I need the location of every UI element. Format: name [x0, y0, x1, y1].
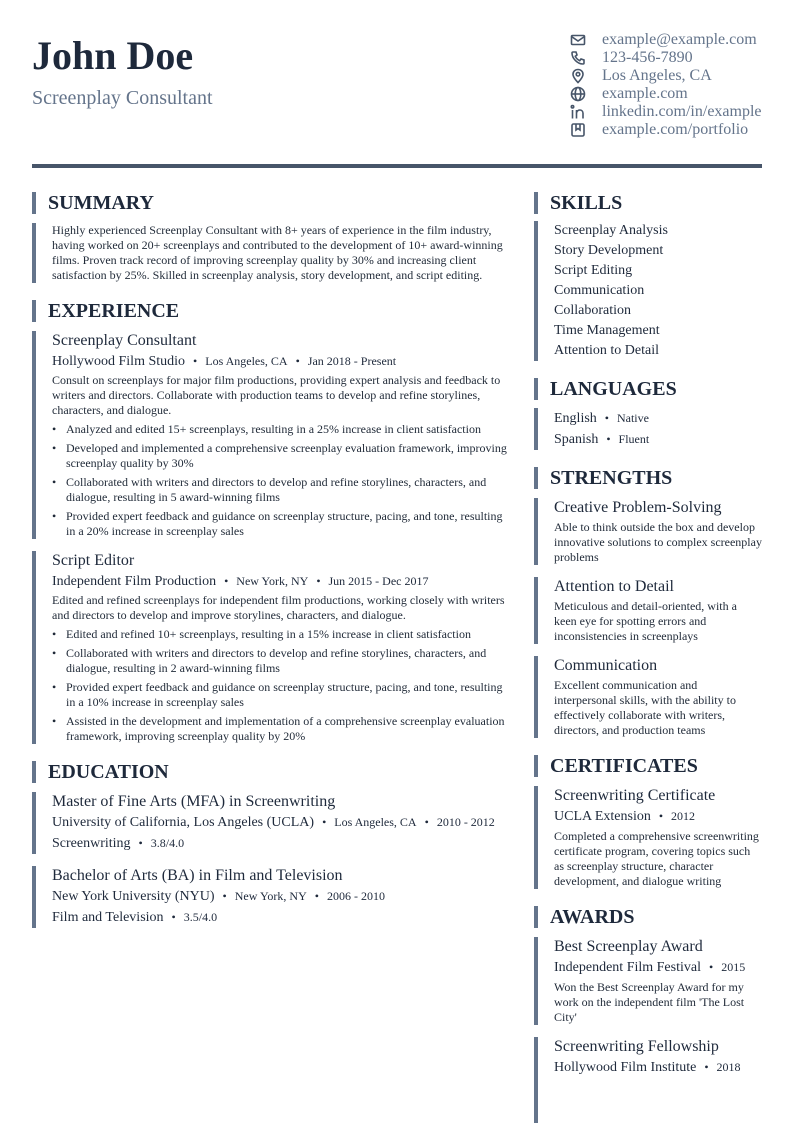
job-bullet: • Analyzed and edited 15+ screenplays, resulting in a 25% increase in client satisfaction: [52, 422, 510, 437]
job-bullets: [52, 627, 510, 744]
job-description: Consult on screenplays for major film productions, providing expert analysis and feedback to writers and directors. Collaborate with production teams to develop and refine storylines, characters, and dialogue.: [52, 373, 501, 417]
resume-header: [32, 0, 762, 168]
contact-linkedin[interactable]: [570, 103, 770, 121]
job-bullet: • Provided expert feedback and guidance on screenplay structure, pacing, and tone, resulting in a 10% increase in screenplay sales: [52, 680, 510, 710]
contact-portfolio-text: example.com/portfolio: [602, 121, 749, 138]
certificate-title: Screenwriting Certificate: [554, 787, 716, 804]
award-desc: Won the Best Screenplay Award for my work on the independent film 'The Lost City': [554, 980, 745, 1024]
skills-heading: SKILLS: [534, 192, 762, 214]
education-item: [32, 792, 510, 854]
contact-list: [570, 31, 770, 139]
job-dates: Jun 2015 - Dec 2017: [328, 574, 429, 588]
candidate-title: Screenplay Consultant: [32, 87, 213, 109]
skill-item: Script Editing: [554, 263, 633, 278]
award-issuer: Hollywood Film Institute: [554, 1060, 697, 1075]
strengths-heading: STRENGTHS: [534, 467, 762, 489]
skill-item: Time Management: [554, 323, 660, 338]
certificate-year: 2012: [671, 809, 696, 823]
strength-item: [534, 498, 762, 565]
job-bullet: • Developed and implemented a comprehensive screenplay evaluation framework, improving screenplay quality by 30%: [52, 441, 510, 471]
language-name: English: [554, 411, 597, 426]
school-location: Los Angeles, CA: [334, 815, 417, 829]
award-item: [534, 1037, 762, 1123]
contact-location-text: Los Angeles, CA: [602, 67, 712, 84]
field-of-study: Film and Television: [52, 910, 164, 925]
certificate-meta: UCLA Extension • 2012: [554, 809, 696, 824]
awards-heading: AWARDS: [534, 906, 762, 928]
strength-title: Creative Problem-Solving: [554, 499, 722, 516]
summary-heading: SUMMARY: [32, 192, 510, 214]
job-description: Edited and refined screenplays for independent film productions, working closely with writers and directors to develop and improve storylines, characters, and dialogue.: [52, 593, 505, 622]
job-meta: Independent Film Production • New York, NY • Jun 2015 - Dec 2017: [52, 574, 429, 589]
language-item: Spanish • Fluent: [554, 432, 650, 447]
skill-item: Story Development: [554, 243, 664, 258]
language-item: English • Native: [554, 411, 649, 426]
award-title: Best Screenplay Award: [554, 938, 703, 955]
portfolio-icon: [570, 122, 586, 138]
strength-item: [534, 656, 762, 738]
school-name: New York University (NYU): [52, 889, 215, 904]
contact-phone-text: 123-456-7890: [602, 49, 693, 66]
phone-icon: [570, 50, 586, 66]
job-bullets: [52, 422, 510, 539]
contact-phone[interactable]: [570, 49, 770, 67]
certificate-issuer: UCLA Extension: [554, 809, 651, 824]
header-divider: [32, 164, 762, 168]
education-meta: New York University (NYU) • New York, NY • 2006 - 2010: [52, 889, 385, 904]
award-meta: Hollywood Film Institute • 2018: [554, 1060, 741, 1075]
summary-text: Highly experienced Screenplay Consultant with 8+ years of experience in the film industry, having worked on 20+ screenplays and contributed to the development of 10+ award-winning films. Proven track record of improving screenplay quality by 30% and increasing client satisfaction by 25%. Skilled in screenplay analysis, story development, and script editing.: [52, 223, 503, 282]
school-dates: 2006 - 2010: [326, 889, 385, 903]
mail-icon: [570, 32, 586, 48]
certificate-desc: Completed a comprehensive screenwriting certificate program, covering topics such as screenplay structure, character development, and dialogue writing: [554, 829, 759, 888]
main-column: [32, 192, 510, 928]
education-field: Film and Television • 3.5/4.0: [52, 910, 218, 925]
contact-email[interactable]: [570, 31, 770, 49]
contact-website-text: example.com: [602, 85, 688, 102]
award-item: [534, 937, 762, 1025]
contact-email-text: example@example.com: [602, 31, 757, 48]
language-name: Spanish: [554, 432, 599, 447]
job-location: New York, NY: [236, 574, 309, 588]
job-title: Script Editor: [52, 552, 135, 569]
education-field: Screenwriting • 3.8/4.0: [52, 836, 185, 851]
education-heading: EDUCATION: [32, 761, 510, 783]
language-level: Native: [616, 411, 649, 425]
award-year: 2018: [716, 1060, 741, 1074]
skill-item: Attention to Detail: [554, 343, 659, 358]
experience-item: [32, 551, 510, 744]
award-issuer: Independent Film Festival: [554, 960, 701, 975]
contact-portfolio[interactable]: [570, 121, 770, 139]
gpa: 3.8/4.0: [150, 836, 185, 850]
skills-block: [534, 221, 762, 361]
sidebar-column: [534, 192, 762, 1123]
skill-item: Screenplay Analysis: [554, 223, 668, 238]
job-location: Los Angeles, CA: [205, 354, 288, 368]
linkedin-icon: [570, 104, 586, 120]
degree-title: Master of Fine Arts (MFA) in Screenwriting: [52, 793, 336, 810]
school-name: University of California, Los Angeles (UCLA): [52, 815, 315, 830]
job-company: Hollywood Film Studio: [52, 354, 186, 369]
strength-desc: Able to think outside the box and develop innovative solutions to complex screenplay problems: [554, 520, 762, 564]
job-bullet: • Collaborated with writers and directors to develop and refine storylines, characters, and dialogue, resulting in 2 award-winning films: [52, 646, 510, 676]
experience-heading: EXPERIENCE: [32, 300, 510, 322]
school-location: New York, NY: [234, 889, 307, 903]
job-bullet: • Edited and refined 10+ screenplays, resulting in a 15% increase in client satisfaction: [52, 627, 510, 642]
job-bullet: • Provided expert feedback and guidance on screenplay structure, pacing, and tone, resulting in a 20% increase in screenplay sales: [52, 509, 510, 539]
school-dates: 2010 - 2012: [436, 815, 495, 829]
languages-block: [534, 408, 762, 450]
skill-item: Collaboration: [554, 303, 631, 318]
strength-desc: Excellent communication and interpersonal skills, with the ability to effectively collaborate with writers, directors, and production teams: [554, 678, 736, 737]
job-bullet: • Collaborated with writers and directors to develop and refine storylines, characters, and dialogue, resulting in 5 award-winning films: [52, 475, 510, 505]
globe-icon: [570, 86, 586, 102]
skill-item: Communication: [554, 283, 645, 298]
strength-desc: Meticulous and detail-oriented, with a keen eye for spotting errors and inconsistencies in screenplays: [554, 599, 737, 643]
award-title: Screenwriting Fellowship: [554, 1038, 719, 1055]
experience-item: [32, 331, 510, 539]
job-dates: Jan 2018 - Present: [307, 354, 397, 368]
contact-linkedin-text: linkedin.com/in/example: [602, 103, 762, 120]
education-item: [32, 866, 510, 928]
job-bullet: • Assisted in the development and implementation of a comprehensive screenplay evaluation framework, improving screenplay quality by 20%: [52, 714, 510, 744]
job-meta: Hollywood Film Studio • Los Angeles, CA • Jan 2018 - Present: [52, 354, 397, 369]
field-of-study: Screenwriting: [52, 836, 131, 851]
strength-title: Communication: [554, 657, 658, 674]
summary-block: [32, 223, 510, 283]
degree-title: Bachelor of Arts (BA) in Film and Television: [52, 867, 343, 884]
language-level: Fluent: [618, 432, 650, 446]
gpa: 3.5/4.0: [183, 910, 218, 924]
job-title: Screenplay Consultant: [52, 332, 197, 349]
strength-title: Attention to Detail: [554, 578, 674, 595]
job-company: Independent Film Production: [52, 574, 217, 589]
certificate-item: [534, 786, 762, 889]
location-icon: [570, 68, 586, 84]
certificates-heading: CERTIFICATES: [534, 755, 762, 777]
candidate-name: John Doe: [32, 33, 194, 78]
award-year: 2015: [721, 960, 746, 974]
award-meta: Independent Film Festival • 2015: [554, 960, 746, 975]
contact-location: [570, 67, 770, 85]
contact-website[interactable]: [570, 85, 770, 103]
languages-heading: LANGUAGES: [534, 378, 762, 400]
strength-item: [534, 577, 762, 644]
education-meta: University of California, Los Angeles (UCLA) • Los Angeles, CA • 2010 - 2012: [52, 815, 495, 830]
